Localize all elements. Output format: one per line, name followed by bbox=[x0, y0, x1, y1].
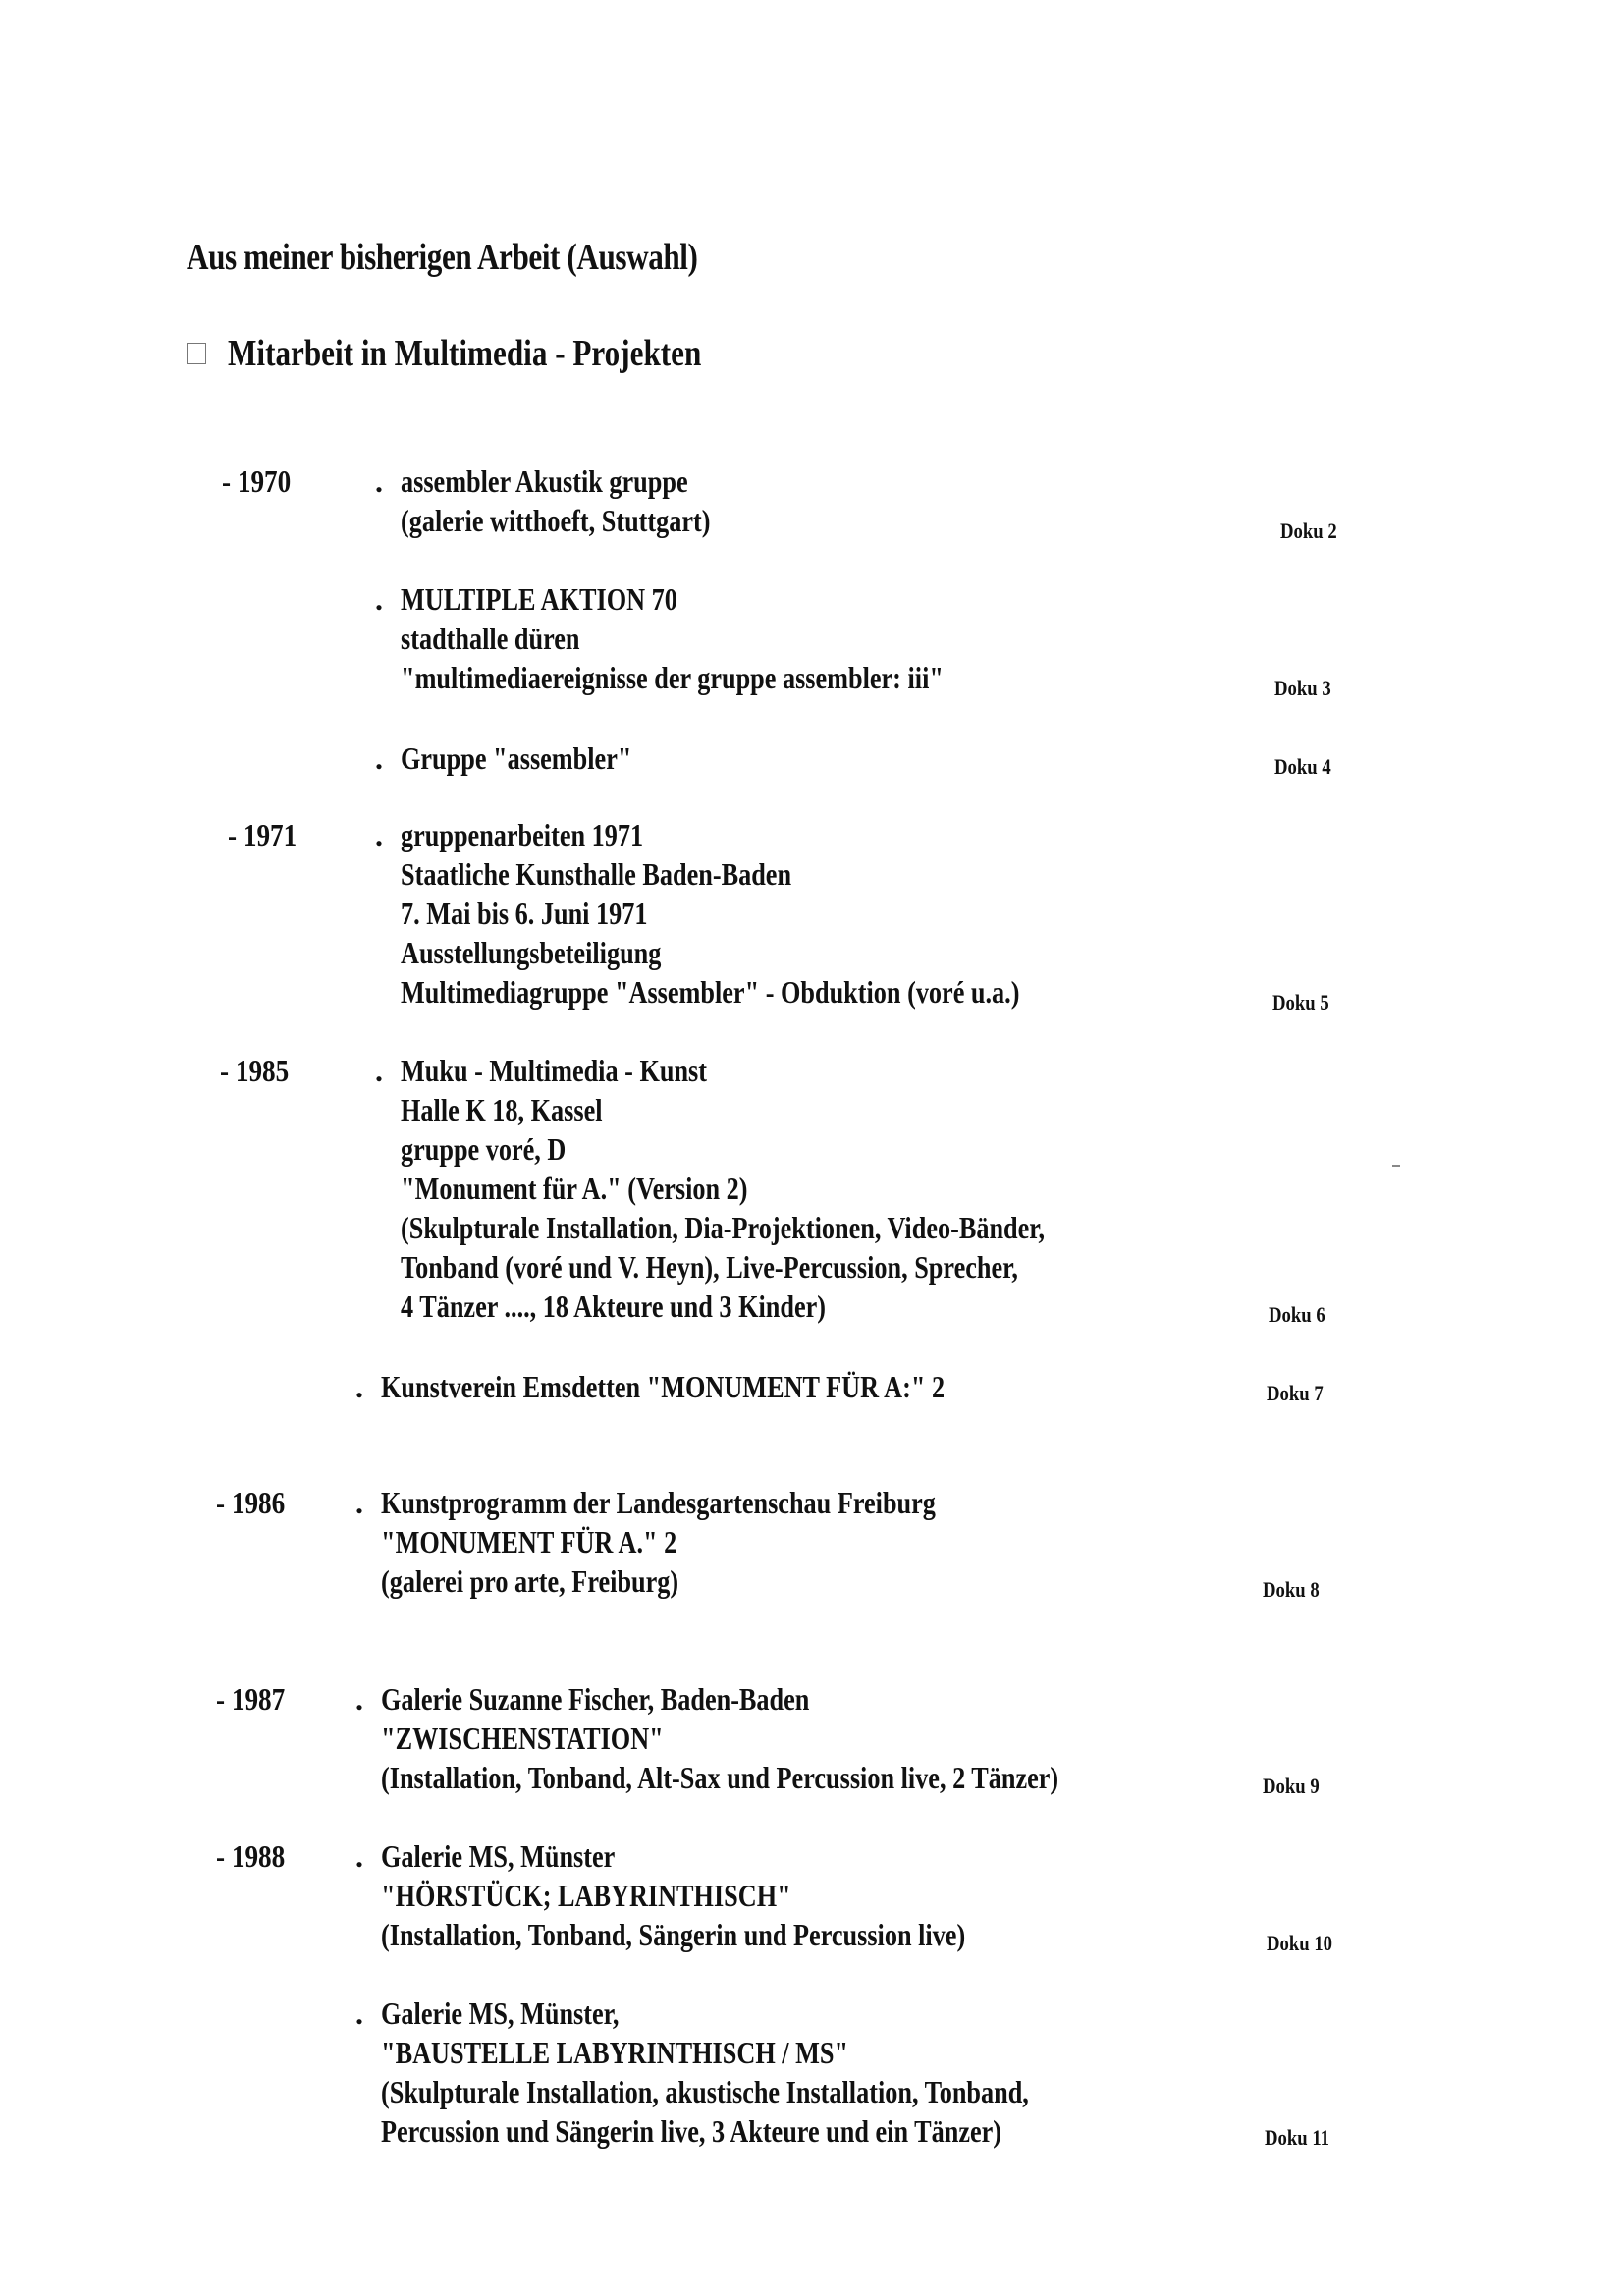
entry-line: (Installation, Tonband, Sängerin und Percussion live) bbox=[381, 1917, 966, 1952]
entry-line: (galerie witthoeft, Stuttgart) bbox=[401, 503, 711, 538]
entry-line: Ausstellungsbeteiligung bbox=[401, 935, 662, 970]
doku-reference: Doku 6 bbox=[1269, 1302, 1325, 1327]
entry-line: Kunstverein Emsdetten "MONUMENT FÜR A:" 2 bbox=[381, 1369, 946, 1404]
entry-year: - 1971 bbox=[228, 817, 297, 852]
doku-reference: Doku 10 bbox=[1267, 1931, 1333, 1955]
entry-line: Tonband (voré und V. Heyn), Live-Percussion, Sprecher, bbox=[401, 1249, 1018, 1285]
doku-reference: Doku 11 bbox=[1265, 2125, 1330, 2150]
entry-bullet: . bbox=[355, 1995, 363, 2031]
entry-line: "Monument für A." (Version 2) bbox=[401, 1171, 748, 1206]
entry-line: Galerie MS, Münster bbox=[381, 1838, 616, 1874]
entry-line: stadthalle düren bbox=[401, 621, 580, 656]
doku-reference: Doku 2 bbox=[1280, 519, 1337, 543]
entry-line: 7. Mai bis 6. Juni 1971 bbox=[401, 896, 648, 931]
entry-line: (galerei pro arte, Freiburg) bbox=[381, 1563, 679, 1599]
entry-bullet: . bbox=[375, 740, 383, 776]
scan-artifact bbox=[1392, 1165, 1400, 1167]
entry-line: Gruppe "assembler" bbox=[401, 740, 632, 776]
entry-year: - 1970 bbox=[222, 464, 292, 499]
entry-bullet: . bbox=[355, 1838, 363, 1874]
page-heading: Aus meiner bisherigen Arbeit (Auswahl) bbox=[187, 237, 698, 278]
entry-line: (Skulpturale Installation, Dia-Projektionen, Video-Bänder, bbox=[401, 1210, 1046, 1245]
entry-line: "MONUMENT FÜR A." 2 bbox=[381, 1524, 677, 1559]
entry-line: Kunstprogramm der Landesgartenschau Freiburg bbox=[381, 1485, 936, 1520]
entry-line: Multimediagruppe "Assembler" - Obduktion (voré u.a.) bbox=[401, 974, 1020, 1010]
entry-line: "BAUSTELLE LABYRINTHISCH / MS" bbox=[381, 2035, 849, 2070]
doku-reference: Doku 8 bbox=[1263, 1577, 1320, 1602]
entry-line: gruppenarbeiten 1971 bbox=[401, 817, 644, 852]
entry-bullet: . bbox=[355, 1681, 363, 1717]
entry-year: - 1988 bbox=[216, 1838, 286, 1874]
doku-reference: Doku 5 bbox=[1272, 990, 1329, 1014]
entry-line: Muku - Multimedia - Kunst bbox=[401, 1053, 707, 1088]
doku-reference: Doku 9 bbox=[1263, 1774, 1320, 1798]
section-heading-text: Mitarbeit in Multimedia - Projekten bbox=[228, 333, 702, 374]
entry-line: (Installation, Tonband, Alt-Sax und Percussion live, 2 Tänzer) bbox=[381, 1760, 1059, 1795]
entry-line: gruppe voré, D bbox=[401, 1131, 567, 1167]
entry-year: - 1987 bbox=[216, 1681, 286, 1717]
entry-line: MULTIPLE AKTION 70 bbox=[401, 581, 677, 617]
entry-bullet: . bbox=[375, 581, 383, 617]
entry-line: Percussion und Sängerin live, 3 Akteure und ein Tänzer) bbox=[381, 2113, 1002, 2149]
entry-bullet: . bbox=[355, 1485, 363, 1520]
entry-line: (Skulpturale Installation, akustische Installation, Tonband, bbox=[381, 2074, 1029, 2109]
entry-line: Galerie MS, Münster, bbox=[381, 1995, 620, 2031]
checkbox-icon bbox=[187, 343, 206, 364]
entry-line: 4 Tänzer ...., 18 Akteure und 3 Kinder) bbox=[401, 1288, 826, 1324]
entry-bullet: . bbox=[375, 817, 383, 852]
entry-bullet: . bbox=[375, 1053, 383, 1088]
doku-reference: Doku 3 bbox=[1274, 676, 1331, 700]
entry-line: Galerie Suzanne Fischer, Baden-Baden bbox=[381, 1681, 810, 1717]
section-heading bbox=[187, 332, 805, 375]
entry-year: - 1985 bbox=[220, 1053, 290, 1088]
doku-reference: Doku 4 bbox=[1274, 754, 1331, 779]
entry-line: assembler Akustik gruppe bbox=[401, 464, 688, 499]
entry-bullet: . bbox=[375, 464, 383, 499]
entry-line: Halle K 18, Kassel bbox=[401, 1092, 603, 1127]
doku-reference: Doku 7 bbox=[1267, 1381, 1324, 1405]
entry-year: - 1986 bbox=[216, 1485, 286, 1520]
entry-line: "multimediaereignisse der gruppe assembler: iii" bbox=[401, 660, 944, 695]
entry-line: "ZWISCHENSTATION" bbox=[381, 1721, 664, 1756]
entry-line: "HÖRSTÜCK; LABYRINTHISCH" bbox=[381, 1878, 791, 1913]
entry-line: Staatliche Kunsthalle Baden-Baden bbox=[401, 856, 792, 892]
entry-bullet: . bbox=[355, 1369, 363, 1404]
